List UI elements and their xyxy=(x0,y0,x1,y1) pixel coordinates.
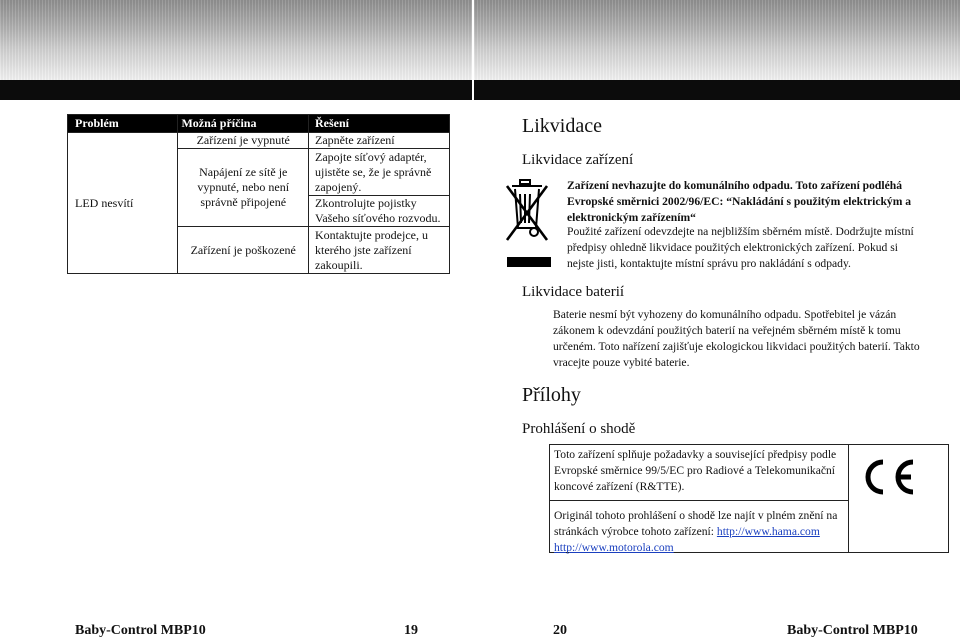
table-cell-cause: Zařízení je poškozené xyxy=(178,227,309,274)
disposal-bold-text: Zařízení nevhazujte do komunálního odpadu. Toto zařízení podléhá Evropské směrnici 2002/96/EC: “Nakládání s použitým elektrickým a elektronickým zařízením“ xyxy=(567,179,912,224)
table-header-cause: Možná příčina xyxy=(178,115,309,133)
footer-right-product: Baby-Control MBP10 xyxy=(787,623,918,638)
table-cell-problem: LED nesvítí xyxy=(68,133,178,274)
bin-underline-bar xyxy=(507,257,551,267)
header-band-left xyxy=(0,0,472,100)
declaration-divider xyxy=(550,500,848,501)
footer-right-page-number: 20 xyxy=(553,623,567,638)
footer-left-product: Baby-Control MBP10 xyxy=(75,623,206,638)
table-header-solution: Řešení xyxy=(309,115,450,133)
table-cell-cause: Napájení ze sítě je vypnuté, nebo není správně připojené xyxy=(178,149,309,227)
declaration-title: Prohlášení o shodě xyxy=(522,421,636,437)
declaration-source xyxy=(554,508,844,556)
header-bar xyxy=(474,80,960,100)
batteries-title: Likvidace baterií xyxy=(522,284,625,300)
table-cell-solution: Zapněte zařízení xyxy=(309,133,450,149)
footer-left-page-number: 19 xyxy=(404,623,418,638)
table-header-row xyxy=(68,115,450,133)
crossed-out-wheelie-bin-icon xyxy=(503,176,551,256)
header-band-right xyxy=(474,0,960,100)
table-cell-solution: Zapojte síťový adaptér, ujistěte se, že je správně zapojený. xyxy=(309,149,450,196)
disposal-text: Použité zařízení odevzdejte na nejbližším sběrném místě. Dodržujte místní předpisy ohledně likvidace použitých elektronických zařízení. Pokud si nejste jisti, kontaktujte místní správu pro nakládání s odpady. xyxy=(567,225,914,270)
header-bar xyxy=(0,80,472,100)
ce-mark-icon xyxy=(858,454,918,500)
hama-link[interactable]: http://www.hama.com xyxy=(716,525,820,538)
declaration-vertical-divider xyxy=(848,445,849,552)
troubleshooting-table xyxy=(67,114,450,274)
table-cell-solution: Zkontrolujte pojistky Vašeho síťového rozvodu. xyxy=(309,196,450,227)
motorola-link[interactable]: http://www.motorola.com xyxy=(554,541,674,554)
weee-bin-icon xyxy=(503,176,551,272)
declaration-source-text: Originál tohoto prohlášení o shodě lze najít v plném znění na stránkách výrobce tohoto zařízení: xyxy=(554,509,838,538)
table-row xyxy=(68,133,450,149)
appendix-title: Přílohy xyxy=(522,384,581,406)
table-cell-solution: Kontaktujte prodejce, u kterého jste zařízení zakoupili. xyxy=(309,227,450,274)
header-gradient xyxy=(0,0,472,80)
table-header-problem: Problém xyxy=(68,115,178,133)
disposal-title: Likvidace xyxy=(522,115,602,137)
batteries-text: Baterie nesmí být vyhozeny do komunálního odpadu. Spotřebitel je vázán zákonem k odevzdání použitých baterií na veřejném sběrném místě k tomu určeném. Toto nařízení zajišťuje ekologickou likvidaci použitých baterií. Takto vracejte pouze vybité baterie. xyxy=(553,308,920,369)
disposal-subtitle: Likvidace zařízení xyxy=(522,152,634,168)
table-cell-cause: Zařízení je vypnuté xyxy=(178,133,309,149)
header-gradient xyxy=(474,0,960,80)
declaration-text: Toto zařízení splňuje požadavky a související předpisy podle Evropské směrnice 99/5/EC pro Radiové a Telekomunikační koncové zařízení (R&TTE). xyxy=(554,448,837,493)
